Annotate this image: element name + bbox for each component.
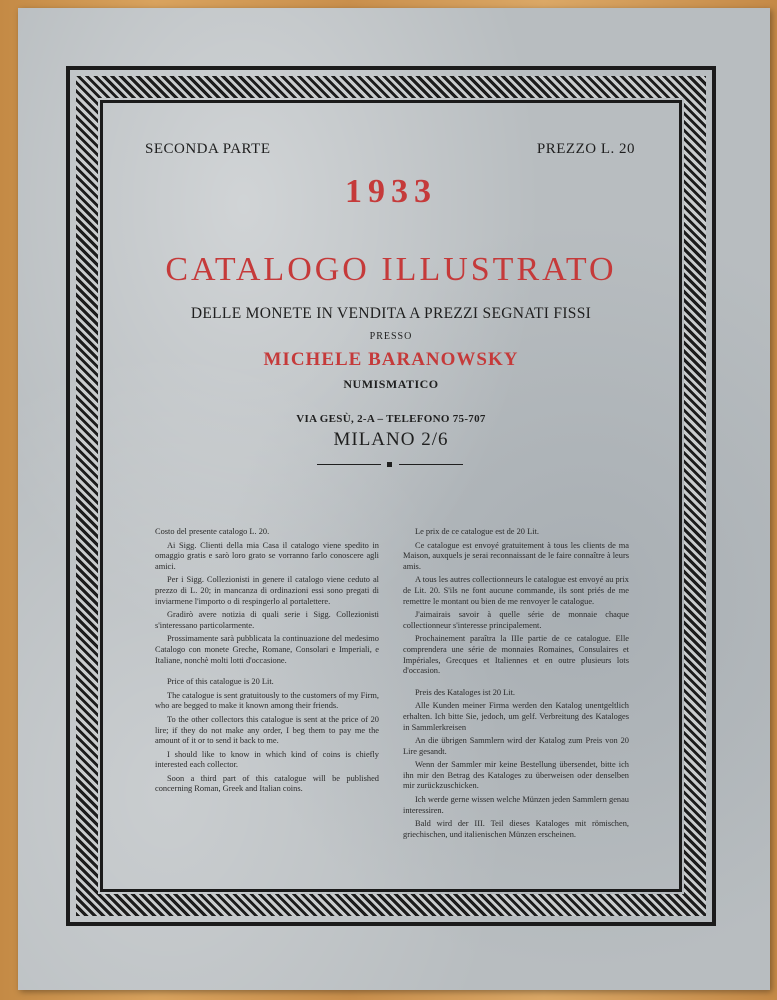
french-para: Prochainement paraîtra la IIIe partie de ce catalogue. Elle comprendera une série de monnaies Romaines, Consulaires et Impériales, Grecques et Italiennes et en outre plusieurs lots d'occasion. (403, 634, 629, 676)
dealer-name: MICHELE BARANOWSKY (263, 349, 519, 370)
price-label: PREZZO L. 20 (536, 141, 635, 157)
presso-label: PRESSO (369, 331, 413, 342)
dealer-profession: NUMISMATICO (343, 377, 439, 391)
left-column (155, 527, 379, 798)
german-para: An die übrigen Sammlern wird der Katalog zum Preis von 20 Lire gesandt. (403, 736, 629, 756)
english-para: Soon a third part of this catalogue will be published concerning Roman, Greek and Italian coins. (155, 773, 379, 794)
italian-notice (155, 527, 379, 666)
english-para: To the other collectors this catalogue is sent at the price of 20 lire; if they do not make any order, I beg them to pay me the amount of it or to send it back to me. (155, 714, 379, 746)
french-notice (403, 527, 629, 677)
german-para: Alle Kunden meiner Firma werden den Katalog unentgeltlich erhalten. Ich bitte Sie, jedoch, um gelf. Verbreitung des Kataloges in Sammlerkreisen (403, 701, 629, 732)
italian-para: Prossimamente sarà pubblicata la continuazione del medesimo Catalogo con monete Greche, Romane, Consolari e Imperiali, e Italiane, nonchè molti lotti d'occasione. (155, 634, 379, 665)
italian-para: Ai Sigg. Clienti della mia Casa il catalogo viene spedito in omaggio gratis e sarò loro grato se vorranno farlo conoscere agli amici. (155, 540, 379, 571)
english-notice (155, 677, 379, 795)
german-para: Wenn der Sammler mir keine Bestellung übersendet, bitte ich ihn mir den Betrag des Kataloges zu überweisen oder denselben mir zurückzuschicken. (403, 760, 629, 791)
french-para: A tous les autres collectionneurs le catalogue est envoyé au prix de Lit. 20. S'ils ne font aucune commande, ils sont priés de me remettre le montant ou bien de me renvoyer le catalogue. (403, 575, 629, 606)
german-para: Ich werde gerne wissen welche Münzen jeden Sammlern genau interessiren. (403, 795, 629, 815)
italian-para: Costo del presente catalogo L. 20. (155, 527, 270, 536)
right-column (403, 527, 629, 843)
french-para: Le prix de ce catalogue est de 20 Lit. (415, 527, 539, 536)
divider-ornament (317, 462, 463, 468)
year-heading: 1933 (345, 173, 437, 210)
italian-para: Per i Sigg. Collezionisti in genere il catalogo viene ceduto al prezzo di L. 20; in mancanza di ordinazioni essi sono pregati di inviarmene l'importo o di respingerlo al portalettere. (155, 575, 379, 606)
german-notice (403, 688, 629, 841)
german-para: Bald wird der III. Teil dieses Kataloges mit römischen, griechischen, und italienischen Münzen erscheinen. (403, 819, 629, 839)
catalogue-subtitle: DELLE MONETE IN VENDITA A PREZZI SEGNATI FISSI (190, 305, 592, 322)
german-para: Preis des Kataloges ist 20 Lit. (415, 687, 516, 697)
english-para: The catalogue is sent gratuitously to the customers of my Firm, who are begged to make it known among their friends. (155, 690, 379, 711)
catalogue-title: CATALOGO ILLUSTRATO (165, 251, 617, 288)
english-para: I should like to know in which kind of coins is chiefly interested each collector. (155, 749, 379, 770)
italian-para: Gradirò avere notizia di quali serie i Sigg. Collezionisti s'interessano particolarmente. (155, 610, 379, 630)
dealer-address: VIA GESÙ, 2-A – TELEFONO 75-707 (296, 413, 486, 425)
dealer-city: MILANO 2/6 (333, 429, 449, 450)
cover-content (103, 103, 679, 889)
french-para: J'aimairais savoir à quelle série de monnaie chaque collectionneur s'interesse principalement. (403, 610, 629, 630)
english-para: Price of this catalogue is 20 Lit. (167, 677, 274, 687)
french-para: Ce catalogue est envoyé gratuitement à tous les clients de ma Maison, auxquels je serai reconnaissant de le faire connaître à leurs amis. (403, 540, 629, 571)
edition-label: SECONDA PARTE (145, 141, 271, 157)
